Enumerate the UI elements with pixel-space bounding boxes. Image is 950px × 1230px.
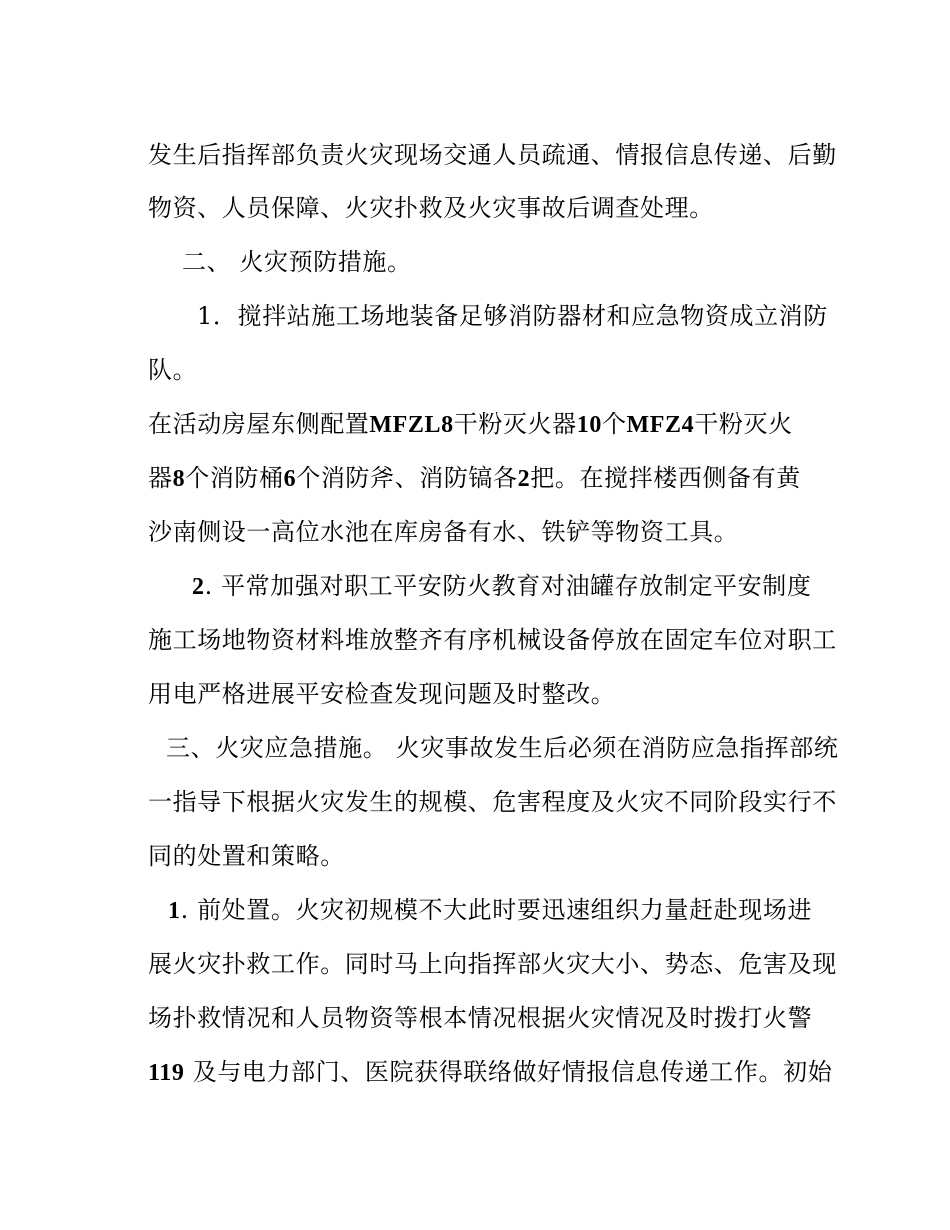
text-line [148, 842, 345, 870]
text-run: 二、 火灾预防措施。 [182, 248, 412, 276]
bold-text-run: 10 [576, 412, 602, 438]
text-line [148, 626, 837, 654]
bold-text-run: MFZ4 [626, 412, 695, 438]
text-run: 把。在搅拌楼西侧备有黄 [530, 464, 801, 492]
text-line [148, 680, 615, 708]
text-run: 一指导下根据火灾发生的规模、危害程度及火灾不同阶段实行不 [148, 788, 837, 816]
text-run: 队。 [148, 356, 198, 384]
bold-text-run: 2 [192, 574, 205, 600]
section-heading [182, 248, 412, 276]
text-line [148, 194, 714, 222]
text-run: 沙南侧设一高位水池在库房备有水、铁铲等物资工具。 [148, 518, 739, 546]
bold-text-run: 2 [517, 466, 531, 492]
text-run: 展火灾扑救工作。同时马上向指挥部火灾大小、势态、危害及现 [148, 950, 837, 978]
text-run: 个消防桶 [185, 464, 284, 492]
text-line [168, 896, 812, 925]
bold-text-run: 119 [148, 1060, 185, 1086]
text-run: 个 [601, 410, 627, 438]
bold-text-run: MFZL8 [369, 412, 454, 438]
text-line [148, 518, 738, 546]
text-run: 三、火灾应急措施。 火灾事故发生后必须在消防应急指挥部统 [166, 734, 839, 762]
bold-text-run: 6 [283, 466, 297, 492]
text-run: 发生后指挥部负责火灾现场交通人员疏通、情报信息传递、后勤 [148, 141, 837, 169]
text-run: 物资、人员保障、火灾扑救及火灾事故后调查处理。 [148, 194, 714, 222]
text-line [148, 356, 197, 384]
text-run: 在活动房屋东侧配置 [148, 410, 370, 438]
text-line [197, 302, 828, 330]
text-line [148, 950, 837, 978]
text-line [148, 1058, 832, 1087]
bold-text-run: 8 [172, 466, 186, 492]
text-run: 干粉灭火 [694, 410, 793, 438]
text-line [148, 1004, 812, 1032]
bold-text-run: 1 [168, 898, 181, 924]
text-run: 施工场地物资材料堆放整齐有序机械设备停放在固定车位对职工 [148, 626, 837, 654]
text-line [148, 141, 837, 169]
text-line [148, 410, 793, 439]
text-run: 1．搅拌站施工场地装备足够消防器材和应急物资成立消防 [197, 302, 828, 330]
text-run: . 前处置。火灾初规模不大此时要迅速组织力量赶赴现场进 [180, 896, 813, 924]
text-run: 同的处置和策略。 [148, 842, 345, 870]
text-run: 及与电力部门、医院获得联络做好情报信息传递工作。初始 [184, 1058, 833, 1086]
text-line [192, 572, 811, 601]
text-run: 用电严格进展平安检查发现问题及时整改。 [148, 680, 616, 708]
text-line [148, 464, 801, 493]
text-line [148, 788, 837, 816]
text-run: . 平常加强对职工平安防火教育对油罐存放制定平安制度 [204, 572, 812, 600]
text-run: 器 [148, 464, 173, 492]
text-run: 个消防斧、消防镐各 [296, 464, 518, 492]
text-run: 干粉灭火器 [453, 410, 577, 438]
text-run: 场扑救情况和人员物资等根本情况根据火灾情况及时拨打火警 [148, 1004, 813, 1032]
section-heading [166, 734, 838, 762]
